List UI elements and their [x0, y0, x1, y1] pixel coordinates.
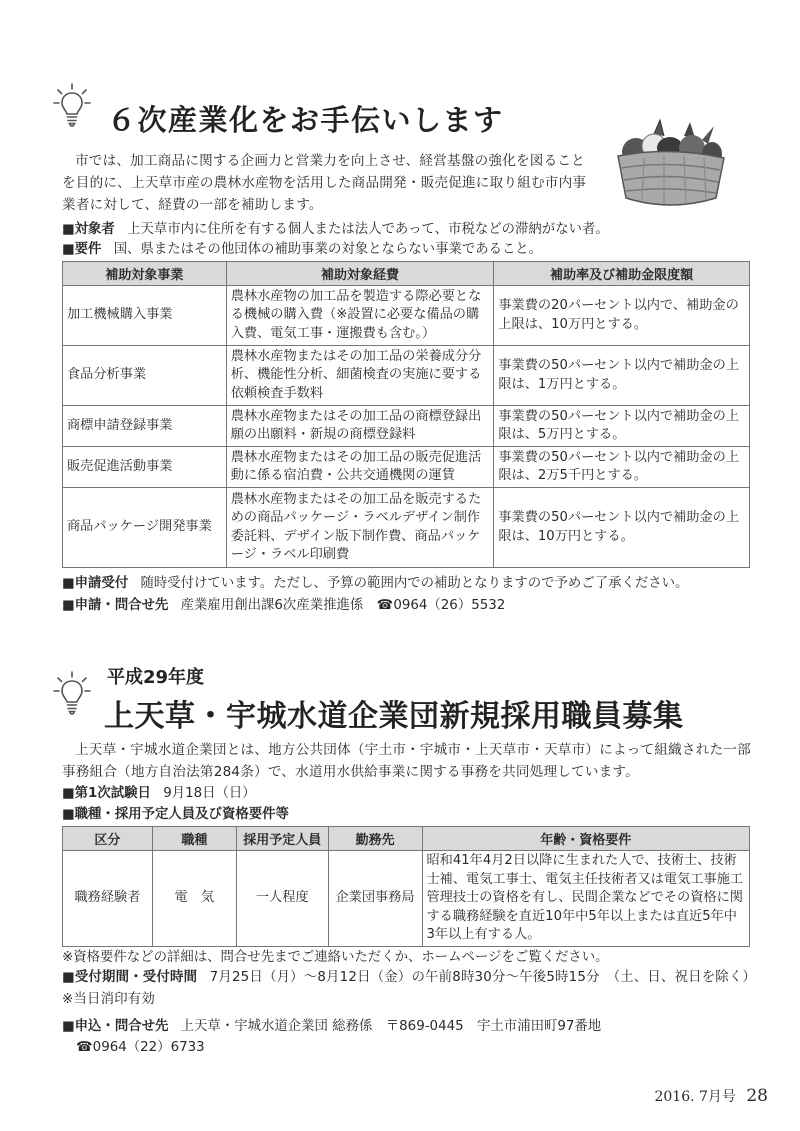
- target-text: 上天草市内に住所を有する個人または法人であって、市税などの滞納がない者。: [127, 222, 609, 237]
- section2-title: 上天草・宇城水道企業団新規採用職員募集: [104, 699, 684, 734]
- exam-label: ■第1次試験日: [62, 786, 151, 801]
- period-text: 7月25日（月）～8月12日（金）の午前8時30分～午後5時15分 （土、日、祝日を除く）※当日消印有効: [62, 970, 750, 1007]
- recruit-header-requirements: 年齢・資格要件: [422, 827, 750, 851]
- table-cell: 加工機械購入事業: [63, 286, 227, 346]
- subsidy-table: [62, 261, 750, 568]
- table-cell: 一人程度: [236, 851, 328, 947]
- issue-label: 2016. 7月号: [654, 1089, 736, 1105]
- section2-intro: 上天草・宇城水道企業団とは、地方公共団体（宇土市・宇城市・上天草市・天草市）によって組織された一部事務組合（地方自治法第284条）で、水道用水供給事業に関する事務を共同処理しています。: [62, 742, 751, 780]
- table-cell: 農林水産物またはその加工品を販売するための商品パッケージ・ラベルデザイン制作委託料、デザイン版下制作費、商品パッケージ・ラベル印刷費: [226, 488, 494, 568]
- table-cell: 販売促進活動事業: [63, 447, 227, 488]
- page-footer: [654, 1086, 768, 1106]
- table-cell: 商品パッケージ開発事業: [63, 488, 227, 568]
- lightbulb-icon: [52, 82, 92, 130]
- section2-subtitle: 平成29年度: [107, 667, 205, 688]
- lightbulb-icon: [52, 670, 92, 718]
- table-cell: 職務経験者: [63, 851, 153, 947]
- recruit-header-count: 採用予定人員: [236, 827, 328, 851]
- table-row: [63, 346, 750, 406]
- table-cell: 商標申請登録事業: [63, 406, 227, 447]
- table-cell: 事業費の50パーセント以内で補助金の上限は、10万円とする。: [494, 488, 750, 568]
- section1-intro: 市では、加工商品に関する企画力と営業力を向上させ、経営基盤の強化を図ることを目的に、上天草市産の農林水産物を活用した商品開発・販売促進に取り組む市内事業者に対して、経費の一部を補助します。: [62, 153, 587, 213]
- table-cell: 農林水産物またはその加工品の販売促進活動に係る宿泊費・公共交通機関の運賃: [226, 447, 494, 488]
- table-row: [63, 406, 750, 447]
- subsidy-header-project: 補助対象事業: [63, 262, 227, 286]
- table-row: [63, 851, 750, 947]
- requirement-label: ■要件: [62, 242, 102, 257]
- jobs-label: ■職種・採用予定人員及び資格要件等: [62, 807, 289, 822]
- requirements-note: ※資格要件などの詳細は、問合せ先までご連絡いただくか、ホームページをご覧ください。: [62, 950, 609, 965]
- exam-text: 9月18日（日）: [163, 786, 256, 801]
- table-row: [63, 447, 750, 488]
- table-cell: 企業団事務局: [328, 851, 422, 947]
- phone-number: ☎0964（22）6733: [76, 1040, 205, 1055]
- table-cell: 農林水産物またはその加工品の栄養成分分析、機能性分析、細菌検査の実施に要する依頼検査手数料: [226, 346, 494, 406]
- subsidy-header-rate: 補助率及び補助金限度額: [494, 262, 750, 286]
- subsidy-header-expense: 補助対象経費: [226, 262, 494, 286]
- contact-label: ■申請・問合せ先: [62, 598, 169, 613]
- table-cell: 昭和41年4月2日以降に生まれた人で、技術士、技術士補、電気工事士、電気主任技術者又は電気工事施工管理技士の資格を有し、民間企業などでその資格に関する職務経験を直近10年中5年以上または直近5年中3年以上有する人。: [422, 851, 750, 947]
- period-label: ■受付期間・受付時間: [62, 970, 198, 985]
- recruit-header-category: 区分: [63, 827, 153, 851]
- table-row: [63, 488, 750, 568]
- apply-contact-label: ■申込・問合せ先: [62, 1019, 169, 1034]
- table-cell: 食品分析事業: [63, 346, 227, 406]
- table-cell: 農林水産物の加工品を製造する際必要となる機械の購入費（※設置に必要な備品の購入費、電気工事・運搬費も含む。）: [226, 286, 494, 346]
- page-number: 28: [746, 1086, 768, 1106]
- recruit-header-workplace: 勤務先: [328, 827, 422, 851]
- recruit-header-job: 職種: [152, 827, 236, 851]
- apply-label: ■申請受付: [62, 576, 129, 591]
- target-label: ■対象者: [62, 222, 115, 237]
- table-cell: 農林水産物またはその加工品の商標登録出願の出願料・新規の商標登録料: [226, 406, 494, 447]
- table-cell: 事業費の50パーセント以内で補助金の上限は、1万円とする。: [494, 346, 750, 406]
- table-cell: 事業費の50パーセント以内で補助金の上限は、5万円とする。: [494, 406, 750, 447]
- table-cell: 事業費の50パーセント以内で補助金の上限は、2万5千円とする。: [494, 447, 750, 488]
- table-cell: 事業費の20パーセント以内で、補助金の上限は、10万円とする。: [494, 286, 750, 346]
- contact-text: 産業雇用創出課6次産業推進係 ☎0964（26）5532: [180, 598, 506, 613]
- requirement-text: 国、県またはその他団体の補助事業の対象とならない事業であること。: [113, 242, 543, 257]
- table-cell: 電 気: [152, 851, 236, 947]
- table-row: [63, 286, 750, 346]
- vegetable-basket-illustration: [604, 116, 736, 212]
- section1-title: ６次産業化をお手伝いします: [107, 103, 504, 137]
- apply-contact-text: 上天草・宇城水道企業団 総務係 〒869-0445 宇土市浦田町97番地: [180, 1019, 602, 1034]
- apply-text: 随時受付けています。ただし、予算の範囲内での補助となりますので予めご了承ください。: [140, 576, 689, 591]
- recruit-table: [62, 826, 750, 947]
